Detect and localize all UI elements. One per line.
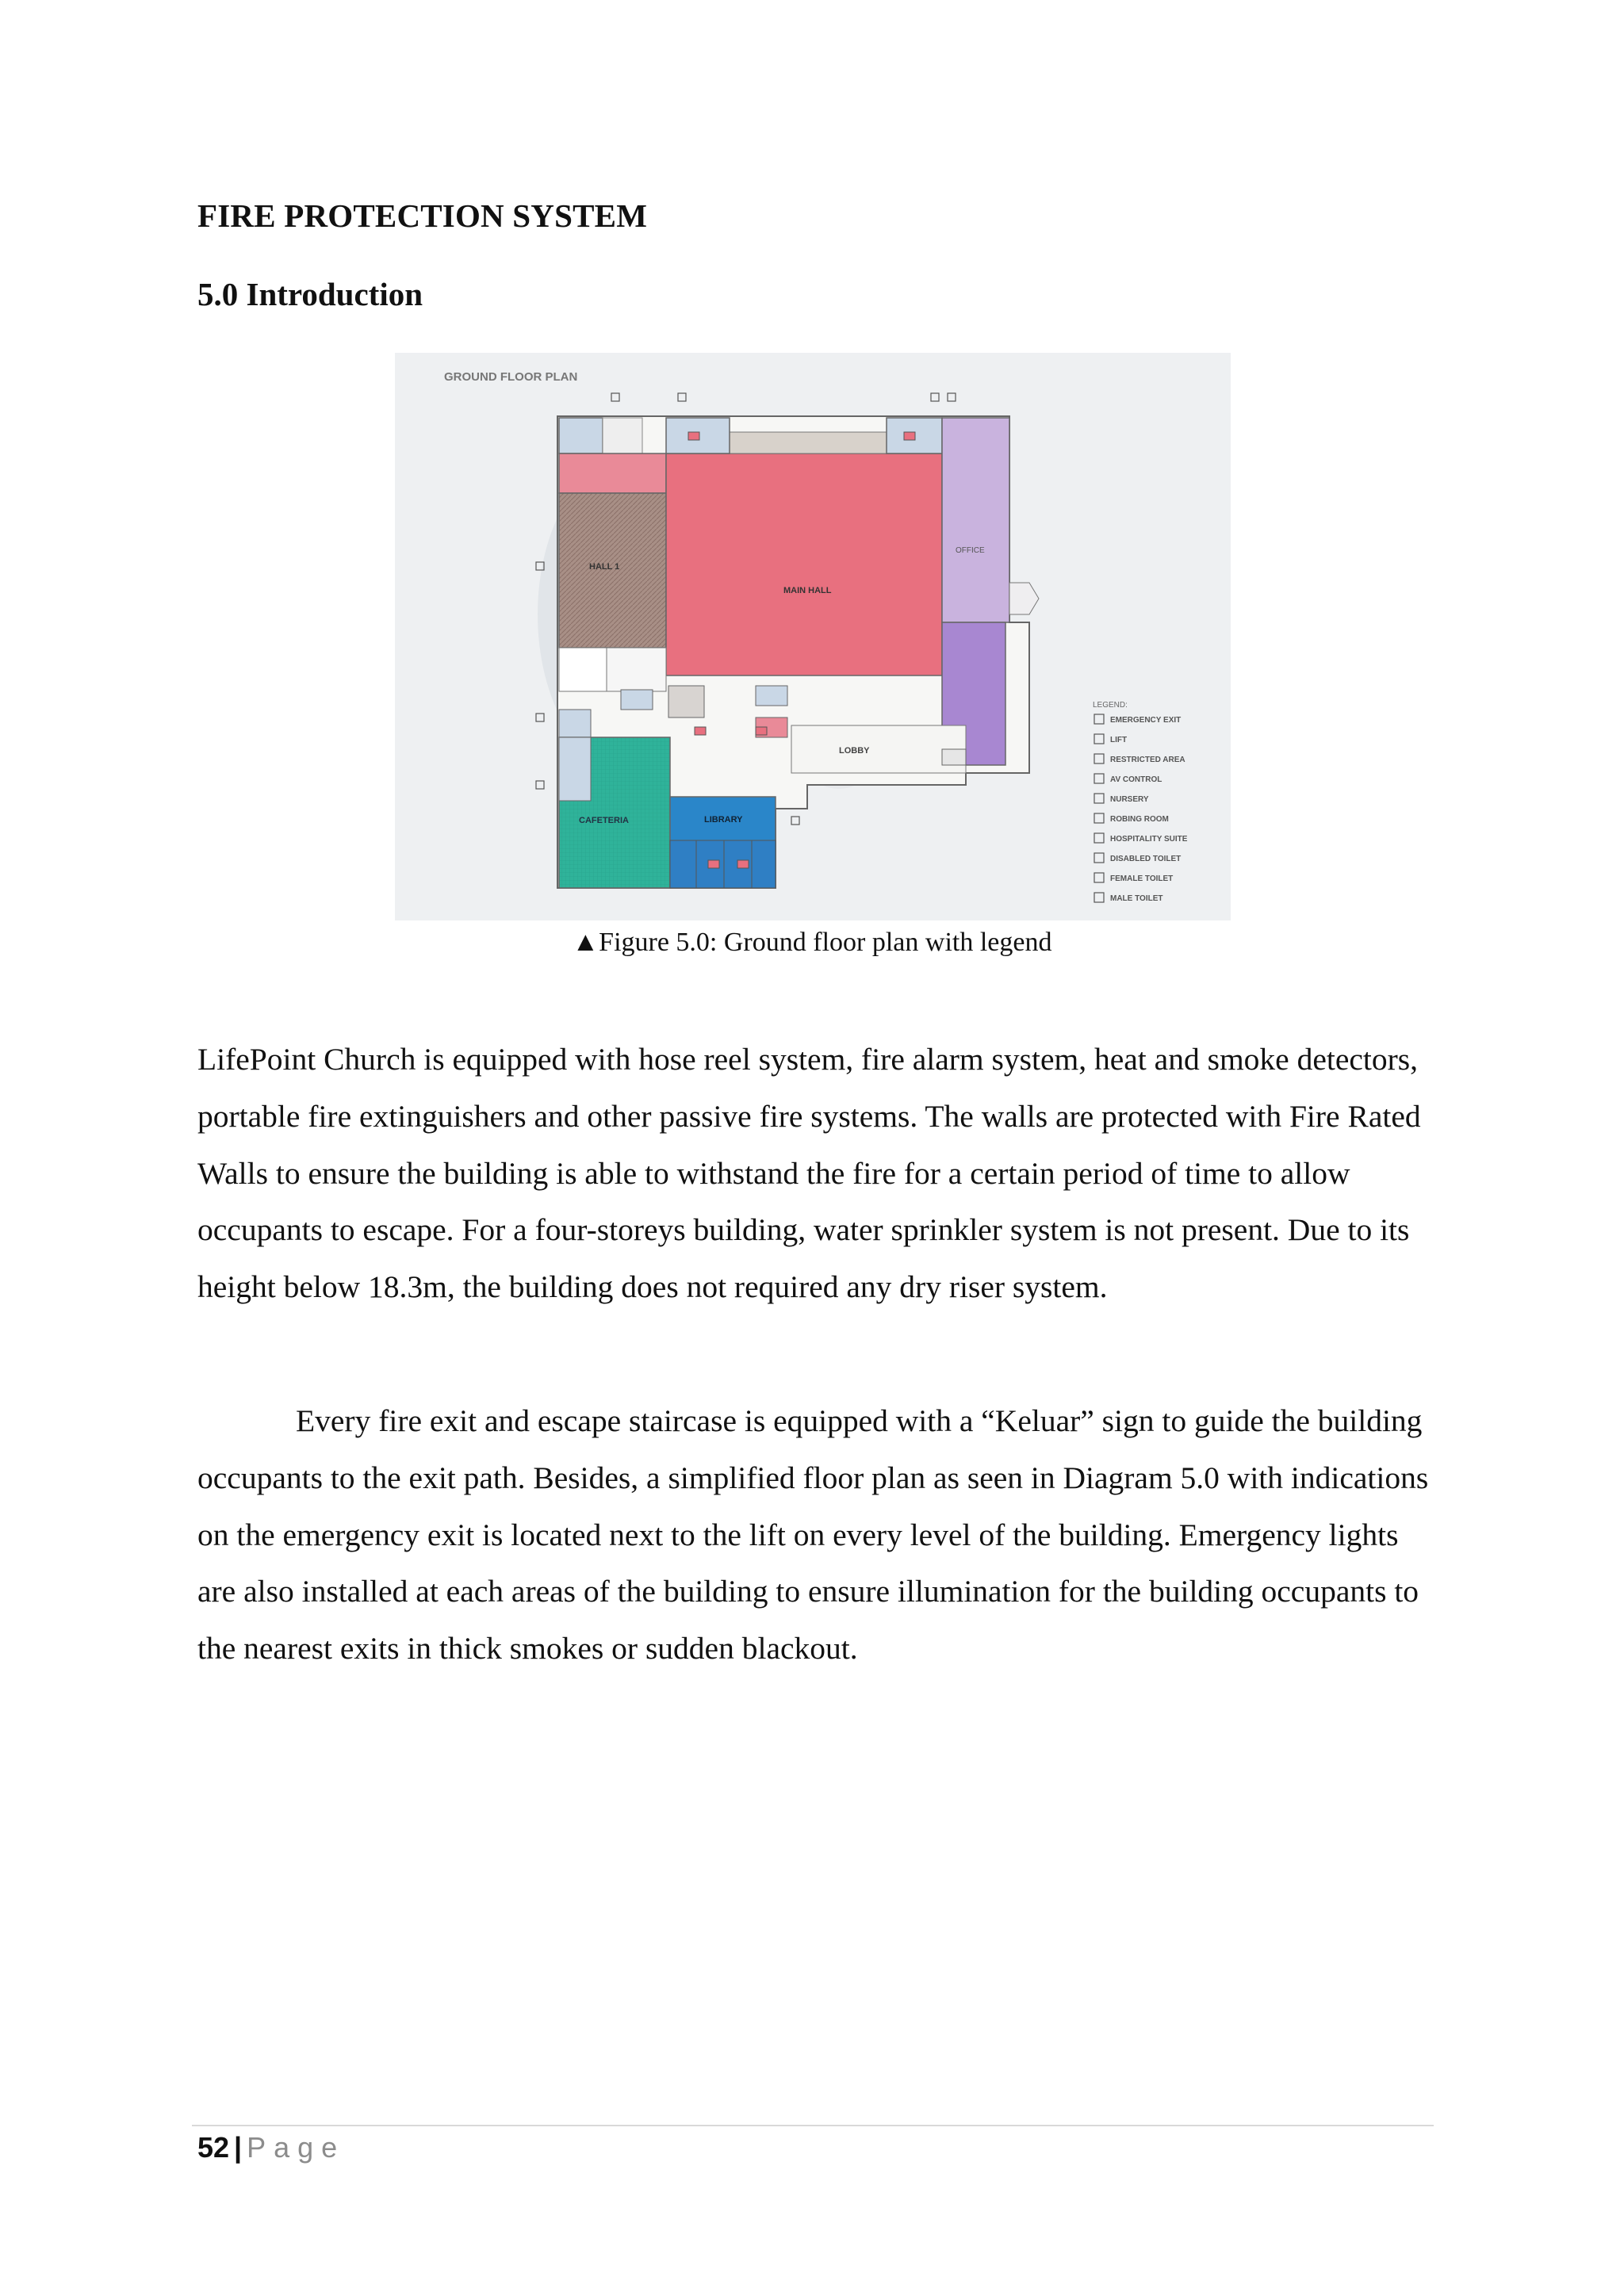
section-heading: FIRE PROTECTION SYSTEM bbox=[197, 197, 648, 234]
legend-item-label: FEMALE TOILET bbox=[1110, 874, 1174, 883]
legend-item-label: LIFT bbox=[1110, 736, 1128, 744]
room-label-main-hall: MAIN HALL bbox=[783, 586, 832, 595]
legend-item-label: MALE TOILET bbox=[1110, 894, 1163, 903]
legend-item-label: DISABLED TOILET bbox=[1110, 855, 1182, 863]
legend-item-label: AV CONTROL bbox=[1110, 775, 1162, 784]
legend-item-label: EMERGENCY EXIT bbox=[1110, 716, 1182, 725]
room-label-cafeteria: CAFETERIA bbox=[579, 816, 629, 825]
footer-separator: | bbox=[234, 2131, 243, 2164]
legend-title: LEGEND: bbox=[1093, 701, 1128, 710]
legend-item-label: ROBING ROOM bbox=[1110, 815, 1169, 824]
floor-plan-image bbox=[395, 353, 1231, 920]
page-label: Page bbox=[247, 2131, 346, 2164]
paragraph-2 bbox=[197, 1393, 1442, 1678]
page-footer bbox=[197, 2131, 345, 2164]
room-label-office: OFFICE bbox=[956, 546, 985, 555]
room-label-library: LIBRARY bbox=[704, 815, 743, 825]
subsection-heading: 5.0 Introduction bbox=[197, 276, 423, 312]
plan-title: GROUND FLOOR PLAN bbox=[444, 370, 578, 384]
legend-item-label: NURSERY bbox=[1110, 795, 1149, 804]
legend-item-label: HOSPITALITY SUITE bbox=[1110, 835, 1188, 844]
page-number: 52 bbox=[197, 2131, 230, 2164]
room-label-lobby: LOBBY bbox=[839, 746, 870, 756]
room-label-hall1: HALL 1 bbox=[589, 562, 620, 572]
legend-item-label: RESTRICTED AREA bbox=[1110, 756, 1185, 764]
figure-caption: ▲Figure 5.0: Ground floor plan with legend bbox=[572, 928, 1052, 957]
floor-plan-figure bbox=[395, 353, 1231, 920]
footer-divider bbox=[192, 2125, 1434, 2126]
paragraph-1: LifePoint Church is equipped with hose reel system, fire alarm system, heat and smoke detectors, portable fire extinguishers and other passive fire systems. The walls are protected with Fire Rated Walls to ensure the building is able to withstand the fire for a certain period of time to allow occupants to escape. For a four-storeys building, water sprinkler system is not present. Due to its height below 18.3m, the building does not required any dry riser system. bbox=[197, 1042, 1421, 1305]
paragraph-2-text: Every fire exit and escape staircase is equipped with a “Keluar” sign to guide the building occupants to the exit path. Besides, a simplified floor plan as seen in Diagram 5.0 with indications on the emergency exit is located next to the lift on every level of the building. Emergency lights are also installed at each areas of the building to ensure illumination for the building occupants to the nearest exits in thick smokes or sudden blackout. bbox=[197, 1403, 1429, 1667]
